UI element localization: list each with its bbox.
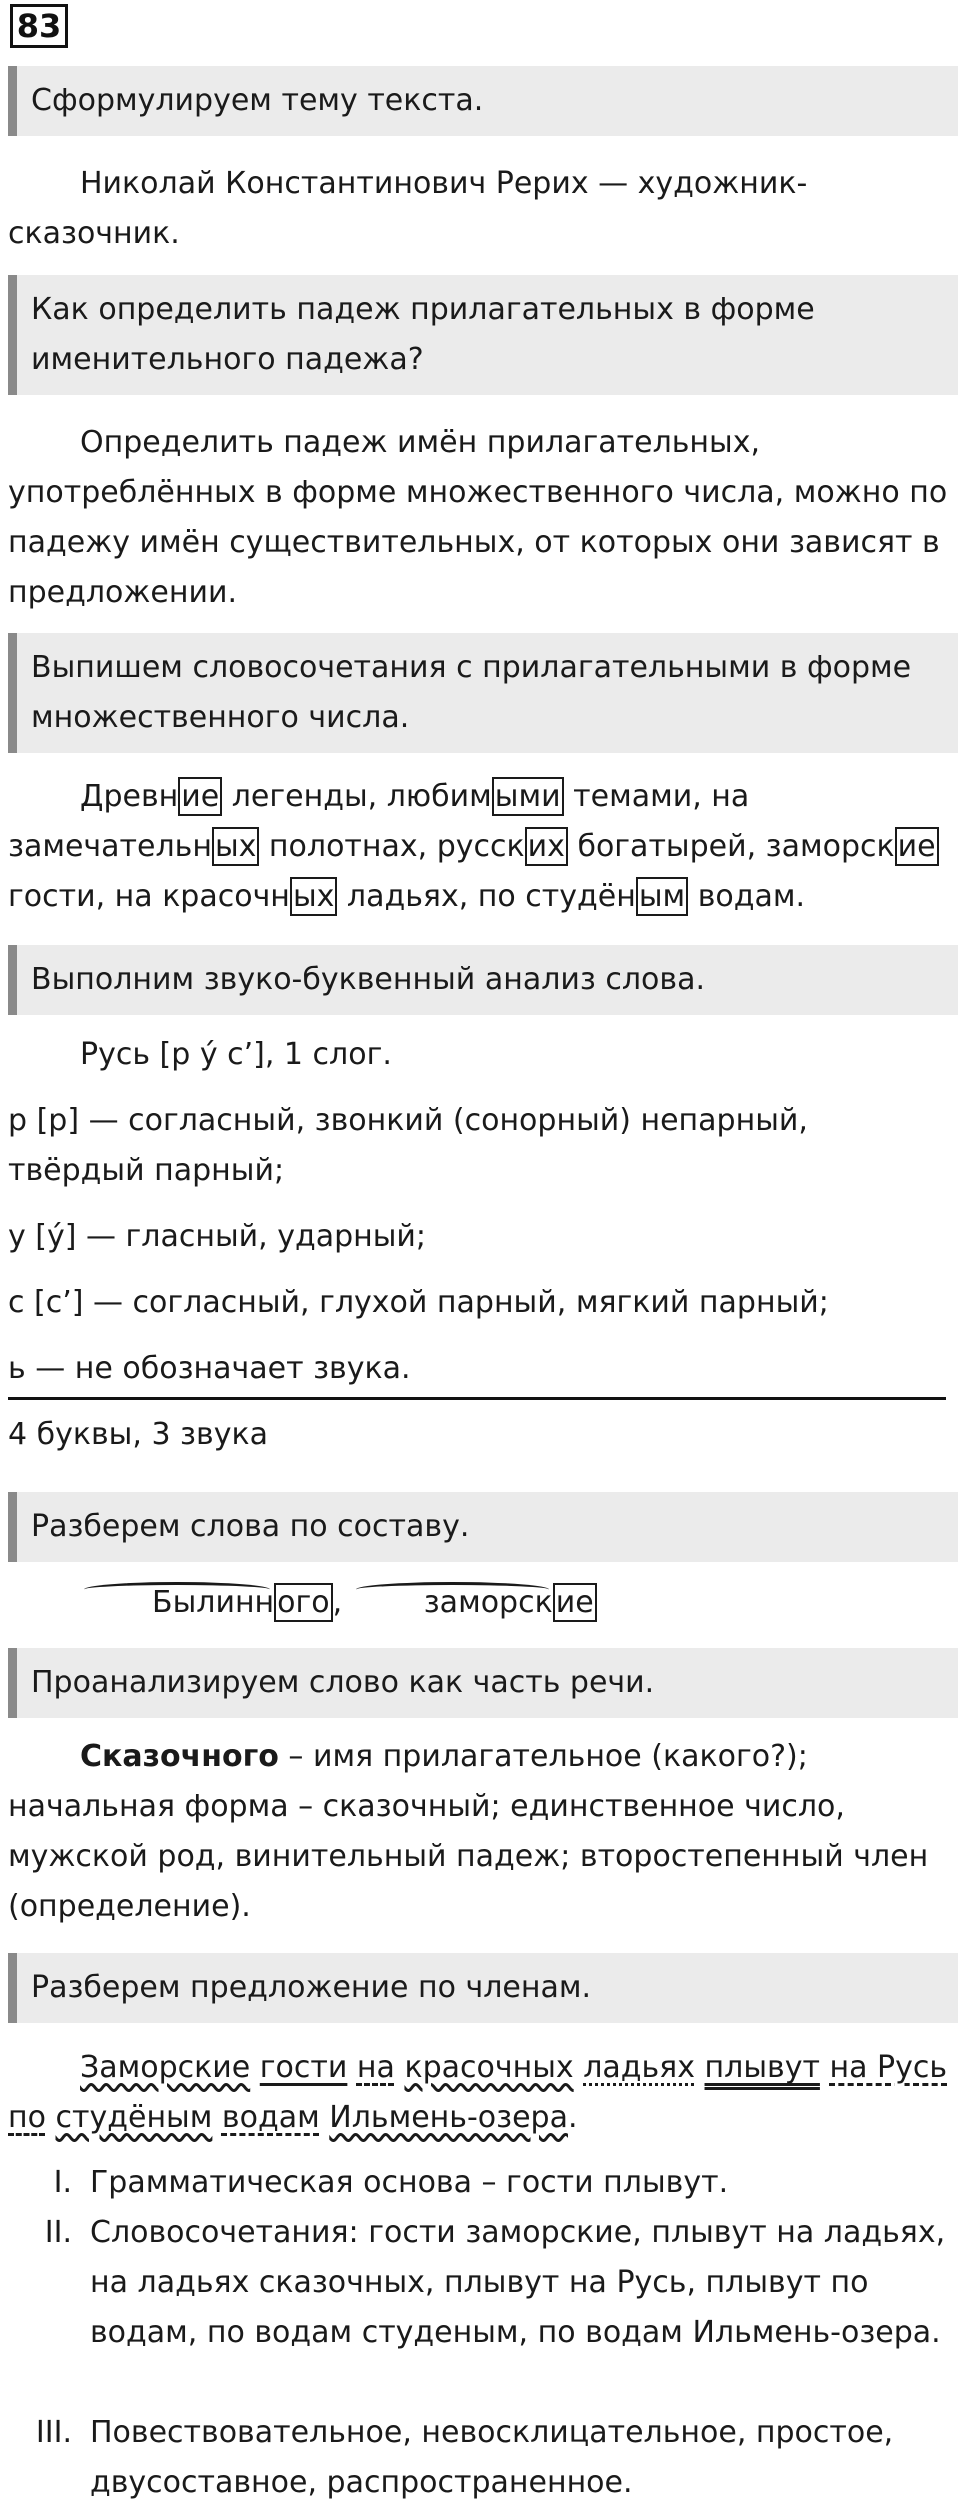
ending-box: ие	[553, 1583, 597, 1622]
phonetic-line-4: с [с’] — согласный, глухой парный, мягкий парный;	[8, 1285, 829, 1320]
answer-6: Сказочного – имя прилагательное (какого?); начальная форма – сказочный; единственное число, мужской род, винительный падеж; второстепенный член (определение).	[8, 1739, 929, 1924]
phonetic-line-2: р [р] — согласный, звонкий (сонорный) непарный, твёрдый парный;	[8, 1103, 808, 1188]
ending-box: ие	[178, 777, 222, 816]
question-5: Разберем слова по составу.	[8, 1492, 958, 1562]
answer-5: Былинн ого , заморск ие	[8, 1578, 953, 1628]
answer-1: Николай Константинович Рерих — художник-сказочник.	[8, 166, 808, 251]
list-item: III. Повествовательное, невосклицательное, простое, двусоставное, распространенное.	[35, 2415, 894, 2500]
answer-3: Древн ие легенды, любим ыми темами, на замечательн ых полотнах, русск их богатырей, заморск ие гости, на красочн ых ладьях, по студён ым водам.	[8, 772, 953, 922]
question-6: Проанализируем слово как часть речи.	[8, 1648, 958, 1718]
ending-box: ых	[212, 827, 259, 866]
question-3: Выпишем словосочетания с прилагательными в форме множественного числа.	[8, 633, 958, 753]
predicate: плывут	[704, 2050, 820, 2085]
analyzed-word: Сказочного	[80, 1739, 279, 1774]
ending-box: ого	[274, 1583, 332, 1622]
attribute: красочных	[404, 2050, 574, 2085]
answer-2: Определить падеж имён прилагательных, употреблённых в форме множественного числа, можно по падежу имён существительных, от которых они зависят в предложении.	[8, 425, 948, 610]
ending-box: ие	[895, 827, 939, 866]
phonetic-line-1: Русь [р у́ с’], 1 слог.	[80, 1037, 392, 1072]
phonetic-summary: 4 буквы, 3 звука	[8, 1417, 268, 1452]
attribute: Ильмень-озера	[329, 2100, 568, 2135]
ending-box: ыми	[492, 777, 564, 816]
object: ладьях	[583, 2050, 695, 2085]
phonetic-line-3: у [у́] — гласный, ударный;	[8, 1219, 427, 1254]
list-item: II. Словосочетания: гости заморские, плывут на ладьях, на ладьях сказочных, плывут на Русь, плывут по водам, по водам студеным, по водам Ильмень-озера.	[44, 2215, 946, 2350]
answer-7: Заморские гости на красочных ладьях плывут на Русь по студёным водам Ильмень-озера.	[8, 2050, 948, 2135]
question-2: Как определить падеж прилагательных в форме именительного падежа?	[8, 275, 958, 395]
word-stem: Былинн	[80, 1578, 274, 1628]
word-stem: заморск	[352, 1578, 553, 1628]
ending-box: их	[525, 827, 568, 866]
divider	[8, 1397, 946, 1400]
list-item: I. Грамматическая основа – гости плывут.	[53, 2165, 729, 2200]
ending-box: ых	[290, 877, 337, 916]
adverbial: на Русь	[829, 2050, 948, 2085]
ending-box: ым	[636, 877, 688, 916]
adverbial: по	[8, 2100, 46, 2135]
adverbial: водам	[221, 2100, 320, 2135]
attribute: Заморские	[80, 2050, 251, 2085]
question-1: Сформулируем тему текста.	[8, 66, 958, 136]
question-4: Выполним звуко-буквенный анализ слова.	[8, 945, 958, 1015]
exercise-number: 83	[10, 4, 68, 48]
phonetic-line-5: ь — не обозначает звука.	[8, 1351, 411, 1386]
adverbial: на	[356, 2050, 395, 2085]
subject: гости	[259, 2050, 348, 2085]
attribute: студёным	[55, 2100, 213, 2135]
question-7: Разберем предложение по членам.	[8, 1953, 958, 2023]
